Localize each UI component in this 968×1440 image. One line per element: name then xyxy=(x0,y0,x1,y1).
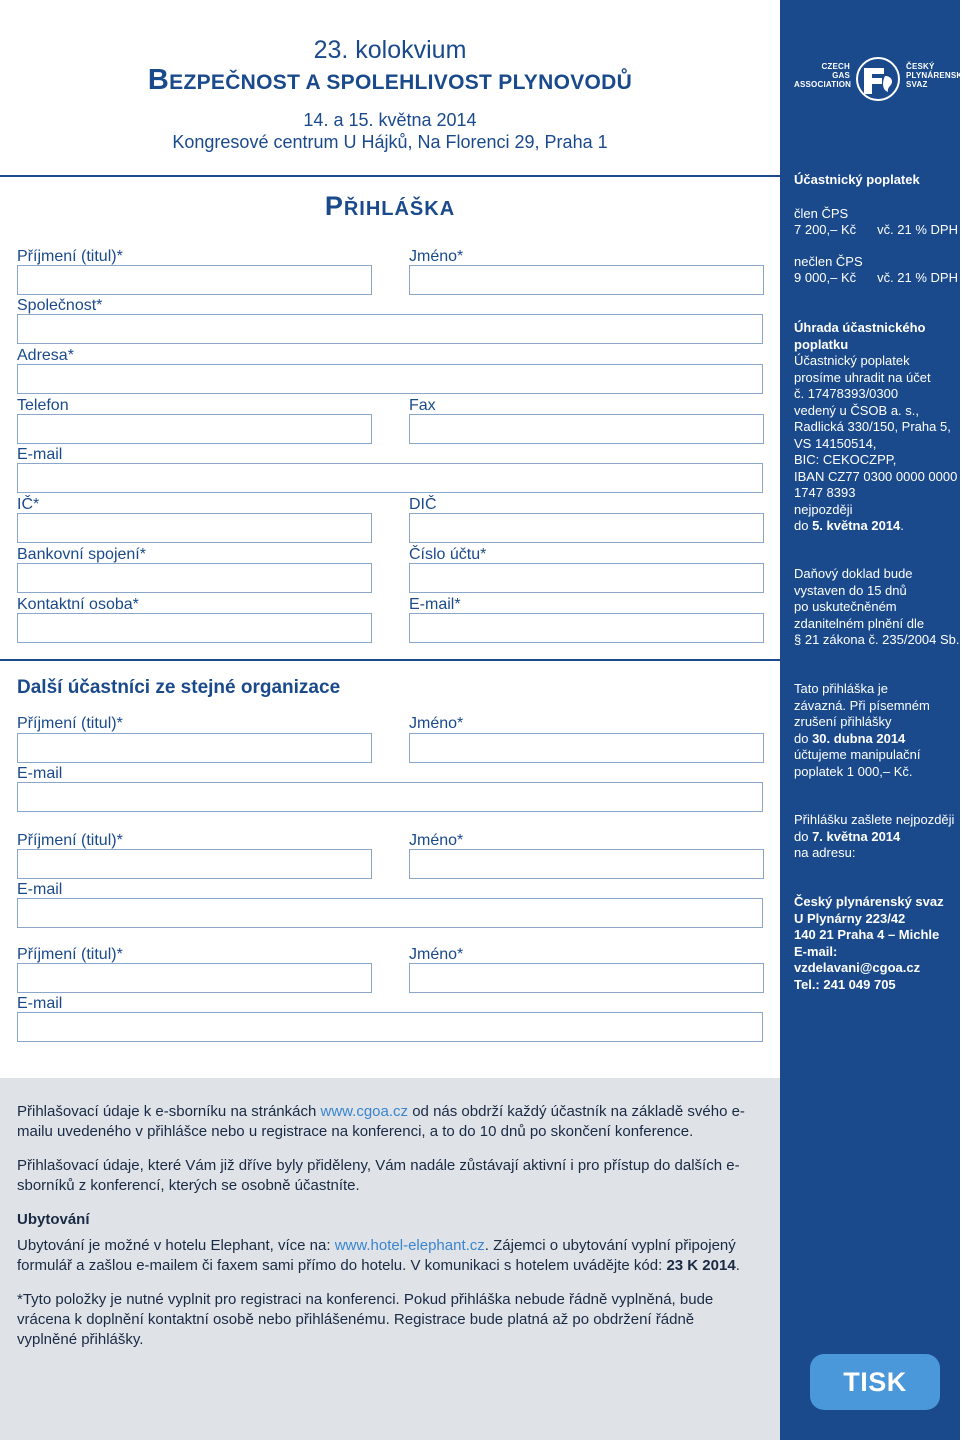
send-date-line xyxy=(794,829,960,846)
p3-surname-input[interactable] xyxy=(17,963,372,993)
other-participants-title: Další účastníci ze stejné organizace xyxy=(17,677,341,698)
dic-input[interactable] xyxy=(409,513,764,543)
bank-label: Bankovní spojení* xyxy=(17,546,146,563)
spacer xyxy=(794,189,960,206)
accommodation-title xyxy=(17,1210,757,1230)
address-line: 140 21 Praha 4 – Michle xyxy=(794,927,940,942)
send-date: 7. května 2014 xyxy=(812,828,901,844)
address-input[interactable] xyxy=(17,364,763,394)
fax-label: Fax xyxy=(409,397,436,414)
member-price-row xyxy=(794,222,960,239)
phone-label: Telefon xyxy=(17,397,69,414)
sidebar xyxy=(780,0,968,1440)
binding-line: závazná. Při písemném xyxy=(794,697,930,713)
event-title xyxy=(0,64,780,99)
esbornik-text-a: Přihlašovací údaje k e-sborníku na stránkách xyxy=(17,1103,321,1120)
payment-line: prosíme uhradit na účet xyxy=(794,369,931,385)
nonmember-price-row xyxy=(794,270,960,287)
p2-surname-input[interactable] xyxy=(17,849,372,879)
form-title-initial: P xyxy=(324,191,344,221)
p1-email-label: E-mail xyxy=(17,765,63,782)
binding-line: poplatek 1 000,– Kč. xyxy=(794,763,913,779)
payment-line: IBAN CZ77 0300 0000 0000 xyxy=(794,468,958,484)
payment-deadline-pre: do xyxy=(794,518,813,533)
address-line: Český plynárenský svaz xyxy=(794,894,944,909)
account-number-input[interactable] xyxy=(409,563,764,593)
logo-right-line: PLYNÁRENSKÝ xyxy=(906,71,968,80)
payment-line: Radlická 330/150, Praha 5, xyxy=(794,419,951,434)
tax-line: zdanitelném plnění dle xyxy=(794,615,925,631)
email-input[interactable] xyxy=(17,463,763,493)
member-vat: vč. 21 % DPH xyxy=(877,222,958,237)
address-label: Adresa* xyxy=(17,347,74,364)
cgoa-link[interactable]: www.cgoa.cz xyxy=(320,1103,409,1120)
send-line: Přihlášku zašlete nejpozději xyxy=(794,812,955,827)
payment-line: č. 17478393/0300 xyxy=(794,386,899,401)
print-button[interactable]: TISK xyxy=(810,1354,940,1410)
esbornik-text-b: od nás obdrží každý účastník na základě svého e-mailu uvedeného v přihlášce nebo u registrace na konferenci, a to do 10 dnů po skončení konference. xyxy=(17,1103,745,1140)
contact-person-label: Kontaktní osoba* xyxy=(17,596,139,613)
bank-input[interactable] xyxy=(17,563,372,593)
contact-email-input[interactable] xyxy=(409,613,764,643)
nonmember-label: nečlen ČPS xyxy=(794,253,863,269)
ic-input[interactable] xyxy=(17,513,372,543)
payment-deadline xyxy=(794,518,960,535)
event-header xyxy=(0,36,780,153)
tax-line: po uskutečněném xyxy=(794,599,897,614)
p1-surname-label: Příjmení (titul)* xyxy=(17,715,123,732)
member-label: člen ČPS xyxy=(794,205,849,221)
address-line: E-mail: vzdelavani@cgoa.cz xyxy=(794,943,921,975)
p1-firstname-input[interactable] xyxy=(409,733,764,763)
event-venue: Kongresové centrum U Hájků, Na Florenci 29, Praha 1 xyxy=(172,132,608,152)
logo-right-line: SVAZ xyxy=(906,80,928,89)
company-label: Společnost* xyxy=(17,297,103,314)
dic-label: DIČ xyxy=(409,496,437,513)
payment-line: nejpozději xyxy=(794,501,853,517)
section-divider xyxy=(0,659,780,661)
fax-input[interactable] xyxy=(409,414,764,444)
address-line: U Plynárny 223/42 xyxy=(794,910,906,926)
binding-block xyxy=(794,681,960,780)
accommodation-text-c: . xyxy=(735,1257,740,1274)
logo-right-line: ČESKÝ xyxy=(906,62,935,71)
binding-line: účtujeme manipulační xyxy=(794,747,921,762)
binding-line: Tato přihláška je xyxy=(794,681,888,696)
payment-line: Účastnický poplatek xyxy=(794,353,910,368)
surname-label: Příjmení (titul)* xyxy=(17,248,123,265)
tax-line: § 21 zákona č. 235/2004 Sb. xyxy=(794,632,960,647)
nonmember-vat: vč. 21 % DPH xyxy=(877,270,958,285)
email-label: E-mail xyxy=(17,446,63,463)
event-title-initial: B xyxy=(147,64,170,96)
member-price: 7 200,– Kč xyxy=(794,222,857,237)
p1-surname-input[interactable] xyxy=(17,733,372,763)
accommodation-paragraph xyxy=(17,1236,757,1276)
p2-email-input[interactable] xyxy=(17,898,763,928)
contact-person-input[interactable] xyxy=(17,613,372,643)
p3-surname-label: Příjmení (titul)* xyxy=(17,946,123,963)
p1-email-input[interactable] xyxy=(17,782,763,812)
logo-left-line: ASSOCIATION xyxy=(794,80,852,89)
contact-email-label: E-mail* xyxy=(409,596,461,613)
p2-email-label: E-mail xyxy=(17,881,63,898)
required-note: *Tyto položky je nutné vyplnit pro registraci na konferenci. Pokud přihláška nebude řádně vyplněná, bude vrácena k doplnění kontaktní osobě nebo přihlášenému. Registrace bude platná až po obdržení řádně vyplněné přihlášky. xyxy=(17,1291,714,1348)
p3-firstname-input[interactable] xyxy=(409,963,764,993)
p3-email-label: E-mail xyxy=(17,995,63,1012)
credentials-paragraph: Přihlašovací údaje, které Vám již dříve byly přiděleny, Vám nadále zůstávají aktivní i pro přístup do dalších e-sborníků z konferencí, kterých se osobně účastníte. xyxy=(17,1157,740,1194)
payment-deadline-date: 5. května 2014 xyxy=(812,518,901,533)
payment-title-line: Úhrada účastnického xyxy=(794,320,926,335)
payment-block xyxy=(794,320,960,535)
send-line: na adresu: xyxy=(794,845,856,860)
p3-firstname-label: Jméno* xyxy=(409,946,464,963)
fee-block xyxy=(794,172,960,287)
header-divider xyxy=(0,175,780,177)
form-title-rest: ŘIHLÁŠKA xyxy=(343,198,456,220)
binding-date-pre: do xyxy=(794,730,813,746)
logo-left-line: GAS xyxy=(832,71,850,80)
nonmember-price: 9 000,– Kč xyxy=(794,270,857,285)
esbornik-paragraph xyxy=(17,1102,757,1142)
firstname-label: Jméno* xyxy=(409,248,464,265)
fee-title: Účastnický poplatek xyxy=(794,172,920,187)
company-input[interactable] xyxy=(17,314,763,344)
accommodation-title-text: Ubytování xyxy=(17,1211,90,1228)
logo-left-line: CZECH xyxy=(821,62,850,71)
association-logo xyxy=(794,56,968,102)
event-date: 14. a 15. května 2014 xyxy=(303,110,477,130)
address-block xyxy=(794,894,960,993)
ic-label: IČ* xyxy=(17,496,40,513)
tax-block xyxy=(794,566,960,649)
tax-line: Daňový doklad bude xyxy=(794,566,913,581)
spacer xyxy=(794,239,960,254)
account-number-label: Číslo účtu* xyxy=(409,546,487,563)
p2-firstname-label: Jméno* xyxy=(409,832,464,849)
send-date-pre: do xyxy=(794,828,813,844)
accommodation-text-a: Ubytování je možné v hotelu Elephant, více na: xyxy=(17,1237,335,1254)
logo-left-text xyxy=(794,62,850,89)
binding-date-line xyxy=(794,731,960,748)
payment-deadline-post: . xyxy=(900,518,904,533)
binding-date: 30. dubna 2014 xyxy=(812,730,906,746)
p3-email-input[interactable] xyxy=(17,1012,763,1042)
flame-logo-icon xyxy=(854,56,902,102)
p2-surname-label: Příjmení (titul)* xyxy=(17,832,123,849)
phone-input[interactable] xyxy=(17,414,372,444)
p1-firstname-label: Jméno* xyxy=(409,715,464,732)
logo-right-text xyxy=(906,62,966,89)
hotel-link[interactable]: www.hotel-elephant.cz xyxy=(334,1237,485,1254)
hotel-code: 23 K 2014 xyxy=(666,1257,736,1274)
binding-line: zrušení přihlášky xyxy=(794,714,892,729)
info-text xyxy=(17,1102,757,1364)
surname-input[interactable] xyxy=(17,265,372,295)
payment-line: 1747 8393 xyxy=(794,485,856,500)
payment-line: BIC: CEKOCZPP, xyxy=(794,452,897,467)
payment-title-line: poplatku xyxy=(794,336,849,352)
firstname-input[interactable] xyxy=(409,265,764,295)
address-line: Tel.: 241 049 705 xyxy=(794,976,896,992)
payment-line: VS 14150514, xyxy=(794,435,877,451)
accommodation-text-b: . Zájemci o ubytování vyplní připojený formulář a zašlou e-mailem či faxem sami přímo do hotelu. V komunikaci s hotelem uvádějte kód: xyxy=(17,1237,736,1274)
p2-firstname-input[interactable] xyxy=(409,849,764,879)
event-number: 23. kolokvium xyxy=(313,36,467,64)
form-title xyxy=(0,191,780,222)
payment-line: vedený u ČSOB a. s., xyxy=(794,402,920,418)
send-block xyxy=(794,812,960,862)
tax-line: vystaven do 15 dnů xyxy=(794,582,907,598)
event-title-rest: EZPEČNOST A SPOLEHLIVOST PLYNOVODŮ xyxy=(169,71,633,94)
